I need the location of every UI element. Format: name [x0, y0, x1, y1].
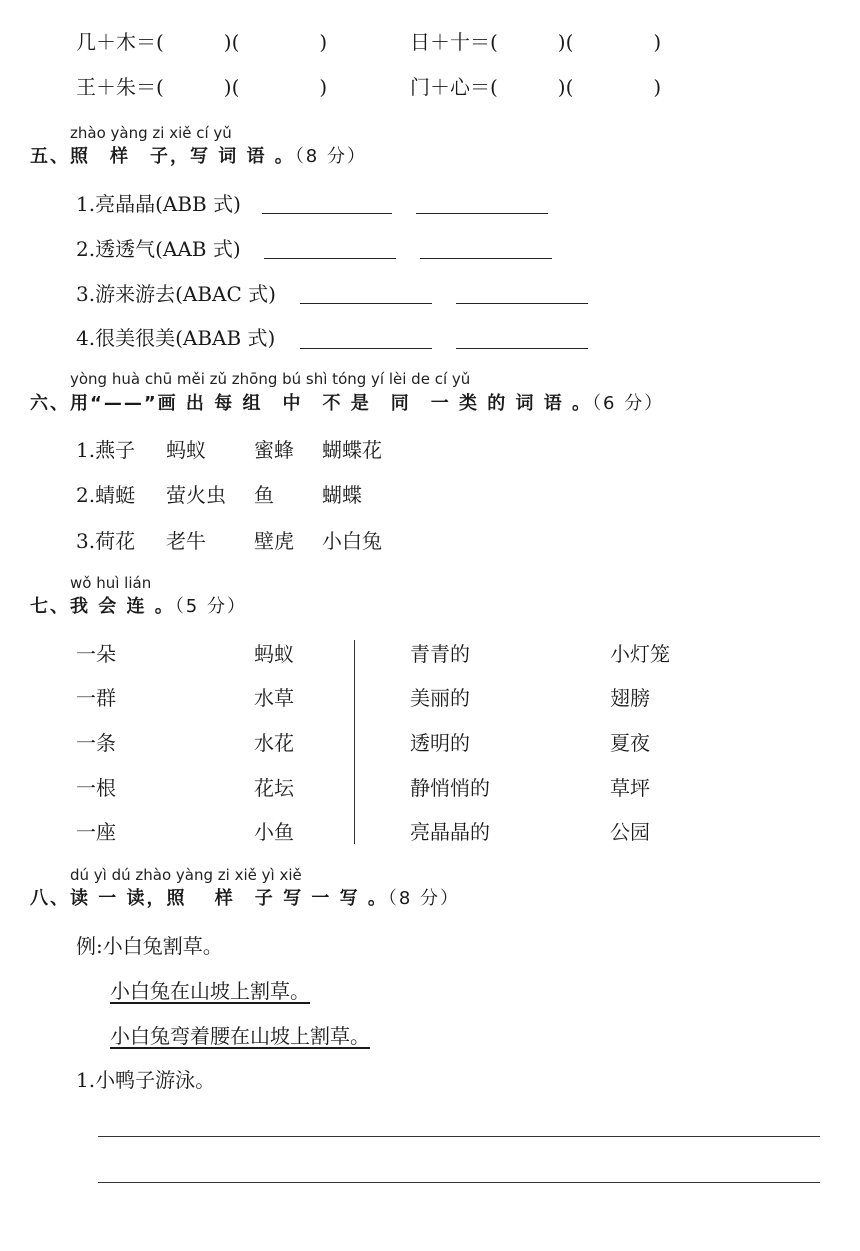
s7-col4-item-5[interactable]: 公园	[610, 820, 650, 844]
s6-row-1-item-2[interactable]: 蚂蚁	[166, 438, 206, 462]
s5-item-1-blank-1[interactable]	[262, 213, 392, 214]
s6-pinyin: yòng huà chū měi zǔ zhōng bú shì tóng yí lèi de cí yǔ	[70, 370, 471, 388]
s6-row-3-item-4[interactable]: 小白兔	[322, 529, 382, 553]
s6-score: （6 分）	[592, 393, 665, 414]
s5-pinyin: zhào yàng zi xiě cí yǔ	[70, 124, 232, 142]
s8-question-1: 1.小鸭子游泳。	[76, 1068, 216, 1092]
s5-heading	[30, 146, 367, 168]
s7-col4-item-3[interactable]: 夏夜	[610, 731, 650, 755]
s5-item-1: 1.亮晶晶(ABB 式)	[76, 192, 241, 216]
s7-col1-item-5[interactable]: 一座	[76, 820, 116, 844]
s6-heading	[30, 393, 664, 415]
s5-item-1-blank-2[interactable]	[416, 213, 548, 214]
s7-col1-item-2[interactable]: 一群	[76, 686, 116, 710]
s5-item-2: 2.透透气(AAB 式)	[76, 237, 241, 261]
s8-answer-line-2[interactable]	[98, 1182, 820, 1183]
s7-col4-item-1[interactable]: 小灯笼	[610, 642, 670, 666]
s6-row-1-item-4[interactable]: 蝴蝶花	[322, 438, 382, 462]
s7-col4-item-4[interactable]: 草坪	[610, 776, 650, 800]
s8-example-label: 例:小白兔割草。	[76, 934, 223, 958]
compose-row-2-left: 王＋朱＝( )( )	[76, 75, 328, 99]
s5-item-2-blank-1[interactable]	[264, 258, 396, 259]
compose-row-2-right: 门＋心＝( )( )	[410, 75, 662, 99]
s5-item-4: 4.很美很美(ABAB 式)	[76, 326, 276, 350]
s7-col2-item-5[interactable]: 小鱼	[254, 820, 294, 844]
s5-item-4-blank-2[interactable]	[456, 348, 588, 349]
s7-score: （5 分）	[174, 596, 247, 617]
s7-heading	[30, 596, 247, 618]
s8-score: （8 分）	[387, 888, 461, 909]
s6-row-2-item-3[interactable]: 鱼	[254, 483, 274, 507]
compose-row-1-right: 日＋十＝( )( )	[410, 30, 662, 54]
s7-col2-item-4[interactable]: 花坛	[254, 776, 294, 800]
s8-example-answer-1: 小白兔在山坡上割草。	[110, 979, 310, 1003]
s5-score: （8 分）	[294, 146, 367, 167]
s5-heading-text: 五、照 样 子，写 词 语 。	[30, 146, 295, 167]
s7-col2-item-3[interactable]: 水花	[254, 731, 294, 755]
s6-row-2-item-4[interactable]: 蝴蝶	[322, 483, 362, 507]
s7-col1-item-3[interactable]: 一条	[76, 731, 116, 755]
s7-col3-item-1[interactable]: 青青的	[410, 642, 470, 666]
s5-item-3: 3.游来游去(ABAC 式)	[76, 282, 276, 306]
s7-col3-item-5[interactable]: 亮晶晶的	[410, 820, 490, 844]
s8-heading-text: 八、读 一 读，照 样 子 写 一 写 。	[30, 888, 388, 909]
s7-col1-item-1[interactable]: 一朵	[76, 642, 116, 666]
s7-heading-text: 七、我 会 连 。	[30, 596, 175, 617]
s6-row-2-item-1[interactable]: 2.蜻蜓	[76, 483, 136, 507]
s7-col2-item-1[interactable]: 蚂蚁	[254, 642, 294, 666]
s6-row-2-item-2[interactable]: 萤火虫	[166, 483, 226, 507]
s5-item-3-blank-2[interactable]	[456, 303, 588, 304]
s6-row-1-item-1[interactable]: 1.燕子	[76, 438, 136, 462]
s7-col3-item-3[interactable]: 透明的	[410, 731, 470, 755]
s5-item-2-blank-2[interactable]	[420, 258, 552, 259]
s5-item-4-blank-1[interactable]	[300, 348, 432, 349]
s8-heading	[30, 888, 460, 910]
compose-row-1-left: 几＋木＝( )( )	[76, 30, 328, 54]
s6-heading-text: 六、用“——”画 出 每 组 中 不 是 同 一 类 的 词 语 。	[30, 393, 593, 414]
s7-col4-item-2[interactable]: 翅膀	[610, 686, 650, 710]
s8-answer-line-1[interactable]	[98, 1136, 820, 1137]
s7-pinyin: wǒ huì lián	[70, 574, 152, 592]
s7-divider	[354, 640, 355, 844]
s6-row-3-item-3[interactable]: 壁虎	[254, 529, 294, 553]
s7-col1-item-4[interactable]: 一根	[76, 776, 116, 800]
s6-row-3-item-2[interactable]: 老牛	[166, 529, 206, 553]
s6-row-3-item-1[interactable]: 3.荷花	[76, 529, 136, 553]
s8-pinyin: dú yì dú zhào yàng zi xiě yì xiě	[70, 866, 302, 884]
s7-col2-item-2[interactable]: 水草	[254, 686, 294, 710]
s8-example-answer-2: 小白兔弯着腰在山坡上割草。	[110, 1024, 370, 1048]
s7-col3-item-4[interactable]: 静悄悄的	[410, 776, 490, 800]
s7-col3-item-2[interactable]: 美丽的	[410, 686, 470, 710]
s6-row-1-item-3[interactable]: 蜜蜂	[254, 438, 294, 462]
s5-item-3-blank-1[interactable]	[300, 303, 432, 304]
